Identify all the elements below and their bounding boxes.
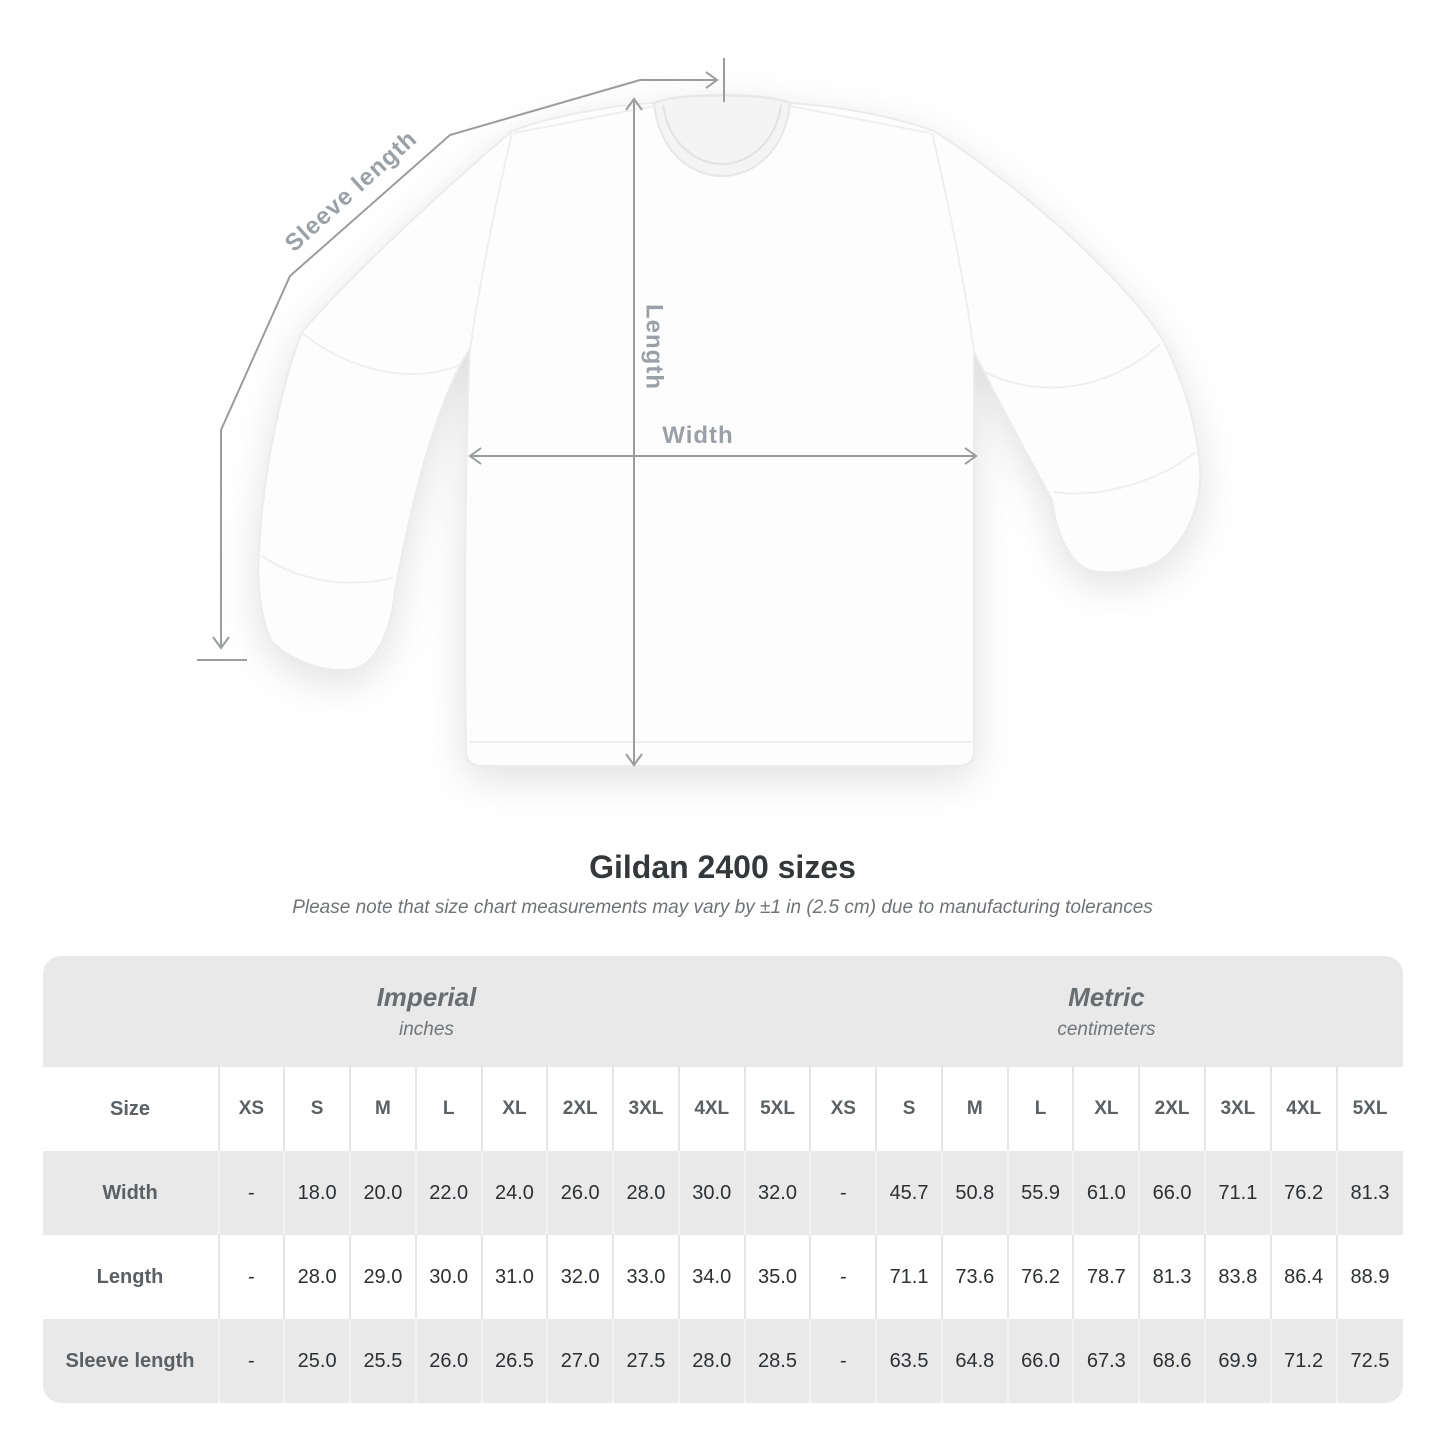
value-cell: 76.2 (1271, 1151, 1337, 1235)
sleeve-length-row (43, 1319, 1403, 1403)
value-cell: 28.5 (745, 1319, 811, 1403)
value-cell: 55.9 (1008, 1151, 1074, 1235)
value-cell: 50.8 (942, 1151, 1008, 1235)
size-col-header-imperial-m: M (350, 1067, 416, 1151)
value-cell: - (810, 1235, 876, 1319)
value-cell: 66.0 (1139, 1151, 1205, 1235)
size-col-header-metric-4xl: 4XL (1271, 1067, 1337, 1151)
value-cell: 34.0 (679, 1235, 745, 1319)
value-cell: 83.8 (1205, 1235, 1271, 1319)
value-cell: 28.0 (284, 1235, 350, 1319)
width-row-label: Width (43, 1151, 219, 1235)
value-cell: 72.5 (1337, 1319, 1403, 1403)
size-col-header-imperial-l: L (416, 1067, 482, 1151)
value-cell: 69.9 (1205, 1319, 1271, 1403)
value-cell: - (219, 1151, 285, 1235)
value-cell: 88.9 (1337, 1235, 1403, 1319)
value-cell: 30.0 (416, 1235, 482, 1319)
length-row-label: Length (43, 1235, 219, 1319)
size-col-header-metric-3xl: 3XL (1205, 1067, 1271, 1151)
value-cell: 64.8 (942, 1319, 1008, 1403)
value-cell: 32.0 (745, 1151, 811, 1235)
value-cell: 26.5 (482, 1319, 548, 1403)
imperial-unit: inches (398, 1019, 454, 1041)
value-cell: 71.1 (876, 1235, 942, 1319)
value-cell: 71.2 (1271, 1319, 1337, 1403)
imperial-title: Imperial (376, 981, 477, 1012)
value-cell: - (810, 1319, 876, 1403)
size-table (43, 956, 1403, 1403)
value-cell: 76.2 (1008, 1235, 1074, 1319)
value-cell: 67.3 (1073, 1319, 1139, 1403)
value-cell: 26.0 (416, 1319, 482, 1403)
value-cell: 18.0 (284, 1151, 350, 1235)
size-col-header-metric-2xl: 2XL (1139, 1067, 1205, 1151)
value-cell: 30.0 (679, 1151, 745, 1235)
tolerance-note: Please note that size chart measurements may vary by ±1 in (2.5 cm) due to manufacturing tolerances (292, 896, 1153, 918)
metric-unit: centimeters (1057, 1019, 1156, 1041)
metric-band (810, 956, 1402, 1067)
size-col-header-metric-m: M (942, 1067, 1008, 1151)
value-cell: 35.0 (745, 1235, 811, 1319)
size-col-header-imperial-s: S (284, 1067, 350, 1151)
value-cell: 81.3 (1139, 1235, 1205, 1319)
width-label: Width (662, 422, 734, 449)
value-cell: 78.7 (1073, 1235, 1139, 1319)
value-cell: 28.0 (679, 1319, 745, 1403)
value-cell: 71.1 (1205, 1151, 1271, 1235)
size-col-header-imperial-4xl: 4XL (679, 1067, 745, 1151)
page-title: Gildan 2400 sizes (589, 849, 856, 885)
size-header-row (43, 1067, 1403, 1151)
value-cell: 63.5 (876, 1319, 942, 1403)
value-cell: 45.7 (876, 1151, 942, 1235)
size-col-header-metric-l: L (1008, 1067, 1074, 1151)
value-cell: - (219, 1319, 285, 1403)
sleeve-length-label: Sleeve length (279, 124, 423, 258)
imperial-band (43, 956, 811, 1067)
size-col-header-imperial-xs: XS (219, 1067, 285, 1151)
value-cell: 25.0 (284, 1319, 350, 1403)
value-cell: 81.3 (1337, 1151, 1403, 1235)
size-table-container (43, 956, 1403, 1403)
value-cell: 27.5 (613, 1319, 679, 1403)
value-cell: 32.0 (547, 1235, 613, 1319)
value-cell: 29.0 (350, 1235, 416, 1319)
value-cell: 33.0 (613, 1235, 679, 1319)
value-cell: 26.0 (547, 1151, 613, 1235)
value-cell: 31.0 (482, 1235, 548, 1319)
width-row (43, 1151, 1403, 1235)
value-cell: - (219, 1235, 285, 1319)
value-cell: 86.4 (1271, 1235, 1337, 1319)
value-cell: 27.0 (547, 1319, 613, 1403)
size-col-header-metric-s: S (876, 1067, 942, 1151)
size-col-header-metric-5xl: 5XL (1337, 1067, 1403, 1151)
value-cell: - (810, 1151, 876, 1235)
value-cell: 20.0 (350, 1151, 416, 1235)
value-cell: 73.6 (942, 1235, 1008, 1319)
size-col-header-imperial-2xl: 2XL (547, 1067, 613, 1151)
size-column-label: Size (43, 1067, 219, 1151)
length-row (43, 1235, 1403, 1319)
unit-band-row (43, 956, 1403, 1067)
size-col-header-imperial-5xl: 5XL (745, 1067, 811, 1151)
size-col-header-metric-xs: XS (810, 1067, 876, 1151)
value-cell: 68.6 (1139, 1319, 1205, 1403)
value-cell: 25.5 (350, 1319, 416, 1403)
length-label: Length (640, 304, 668, 390)
sleeve-length-row-label: Sleeve length (43, 1319, 219, 1403)
size-col-header-metric-xl: XL (1073, 1067, 1139, 1151)
value-cell: 28.0 (613, 1151, 679, 1235)
metric-title: Metric (1068, 981, 1145, 1012)
value-cell: 22.0 (416, 1151, 482, 1235)
size-col-header-imperial-3xl: 3XL (613, 1067, 679, 1151)
value-cell: 24.0 (482, 1151, 548, 1235)
value-cell: 66.0 (1008, 1319, 1074, 1403)
size-col-header-imperial-xl: XL (482, 1067, 548, 1151)
value-cell: 61.0 (1073, 1151, 1139, 1235)
